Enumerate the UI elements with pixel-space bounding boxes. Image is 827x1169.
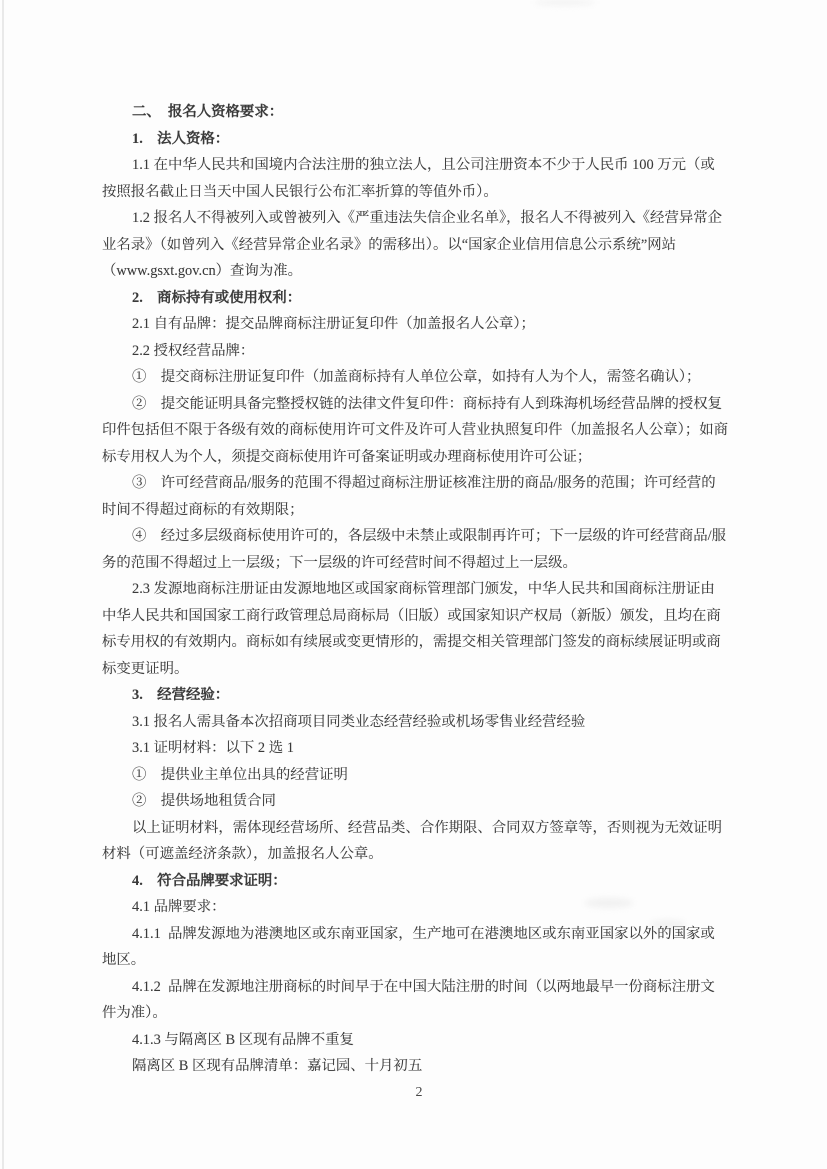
text-line: 务的范围不得超过上一层级；下一层级的许可经营时间不得超过上一层级。	[102, 554, 577, 571]
scan-edge-artifact	[2, 0, 4, 1169]
text-line: 材料（可遮盖经济条款），加盖报名人公章。	[102, 846, 383, 862]
text-line: ③ 许可经营商品/服务的范围不得超过商标注册证核准注册的商品/服务的范围；许可经营的	[132, 475, 716, 491]
text-line: 标专用权人为个人，须提交商标使用许可备案证明或办理商标使用许可公证；	[102, 448, 592, 465]
text-line: ④ 经过多层级商标使用许可的，各层级中未禁止或限制再许可；下一层级的许可经营商品/服	[132, 528, 727, 544]
section-heading: 4. 符合品牌要求证明：	[132, 872, 287, 889]
text-line: 2.1 自有品牌：提交品牌商标注册证复印件（加盖报名人公章）；	[132, 316, 535, 332]
text-line: ① 提供业主单位出具的经营证明	[132, 766, 348, 783]
text-line: 件为准）。	[102, 1005, 167, 1021]
text-line: ② 提交能证明具备完整授权链的法律文件复印件：商标持有人到珠海机场经营品牌的授权复	[132, 395, 723, 412]
text-line: 1.1 在中华人民共和国境内合法注册的独立法人，且公司注册资本不少于人民币 100 万元（或	[132, 157, 715, 173]
text-line: 标变更证明。	[102, 660, 189, 677]
section-heading: 二、 报名人资格要求：	[132, 104, 284, 120]
text-line: 业名录》（如曾列入《经营异常企业名录》的需移出）。以“国家企业信用信息公示系统”网站	[102, 236, 677, 253]
text-line: 3.1 证明材料：以下 2 选 1	[132, 740, 294, 756]
document-body	[102, 99, 736, 1080]
text-line: 中华人民共和国国家工商行政管理总局商标局（旧版）或国家知识产权局（新版）颁发，且均在商	[102, 607, 721, 624]
text-line: 按照报名截止日当天中国人民银行公布汇率折算的等值外币）。	[102, 183, 498, 200]
text-line: 标专用权的有效期内。商标如有续展或变更情形的，需提交相关管理部门签发的商标续展证明或商	[102, 634, 721, 650]
text-line: 4.1.2 品牌在发源地注册商标的时间早于在中国大陆注册的时间（以两地最早一份商标注册文	[132, 978, 715, 995]
text-line: （www.gsxt.gov.cn）查询为准。	[102, 263, 302, 279]
section-heading: 2. 商标持有或使用权利：	[132, 289, 302, 306]
text-line: 1.2 报名人不得被列入或曾被列入《严重违法失信企业名单》，报名人不得被列入《经营异常企	[132, 210, 723, 226]
text-line: 3.1 报名人需具备本次招商项目同类业态经营经验或机场零售业经营经验	[132, 713, 586, 730]
text-line: ① 提交商标注册证复印件（加盖商标持有人单位公章，如持有人为个人，需签名确认）；	[132, 369, 701, 385]
text-line: 4.1.3 与隔离区 B 区现有品牌不重复	[132, 1031, 354, 1048]
text-line: 地区。	[102, 952, 146, 968]
text-line: 4.1.1 品牌发源地为港澳地区或东南亚国家，生产地可在港澳地区或东南亚国家以外的国家或	[132, 925, 715, 942]
text-line: ② 提供场地租赁合同	[132, 793, 276, 809]
text-line: 2.2 授权经营品牌：	[132, 342, 255, 359]
section-heading: 1. 法人资格：	[132, 130, 230, 147]
section-heading: 3. 经营经验：	[132, 687, 230, 703]
text-line: 以上证明材料，需体现经营场所、经营品类、合作期限、合同双方签章等，否则视为无效证明	[132, 819, 723, 836]
text-line: 2.3 发源地商标注册证由发源地地区或国家商标管理部门颁发，中华人民共和国商标注册证由	[132, 581, 715, 597]
text-line: 4.1 品牌要求：	[132, 899, 226, 915]
text-line: 时间不得超过商标的有效期限；	[102, 501, 304, 518]
page-number: 2	[415, 1085, 423, 1100]
text-line: 隔离区 B 区现有品牌清单：嘉记园、十月初五	[132, 1058, 423, 1074]
scan-smudge-artifact	[535, 0, 595, 5]
text-line: 印件包括但不限于各级有效的商标使用许可文件及许可人营业执照复印件（加盖报名人公章）；如商	[102, 422, 728, 438]
